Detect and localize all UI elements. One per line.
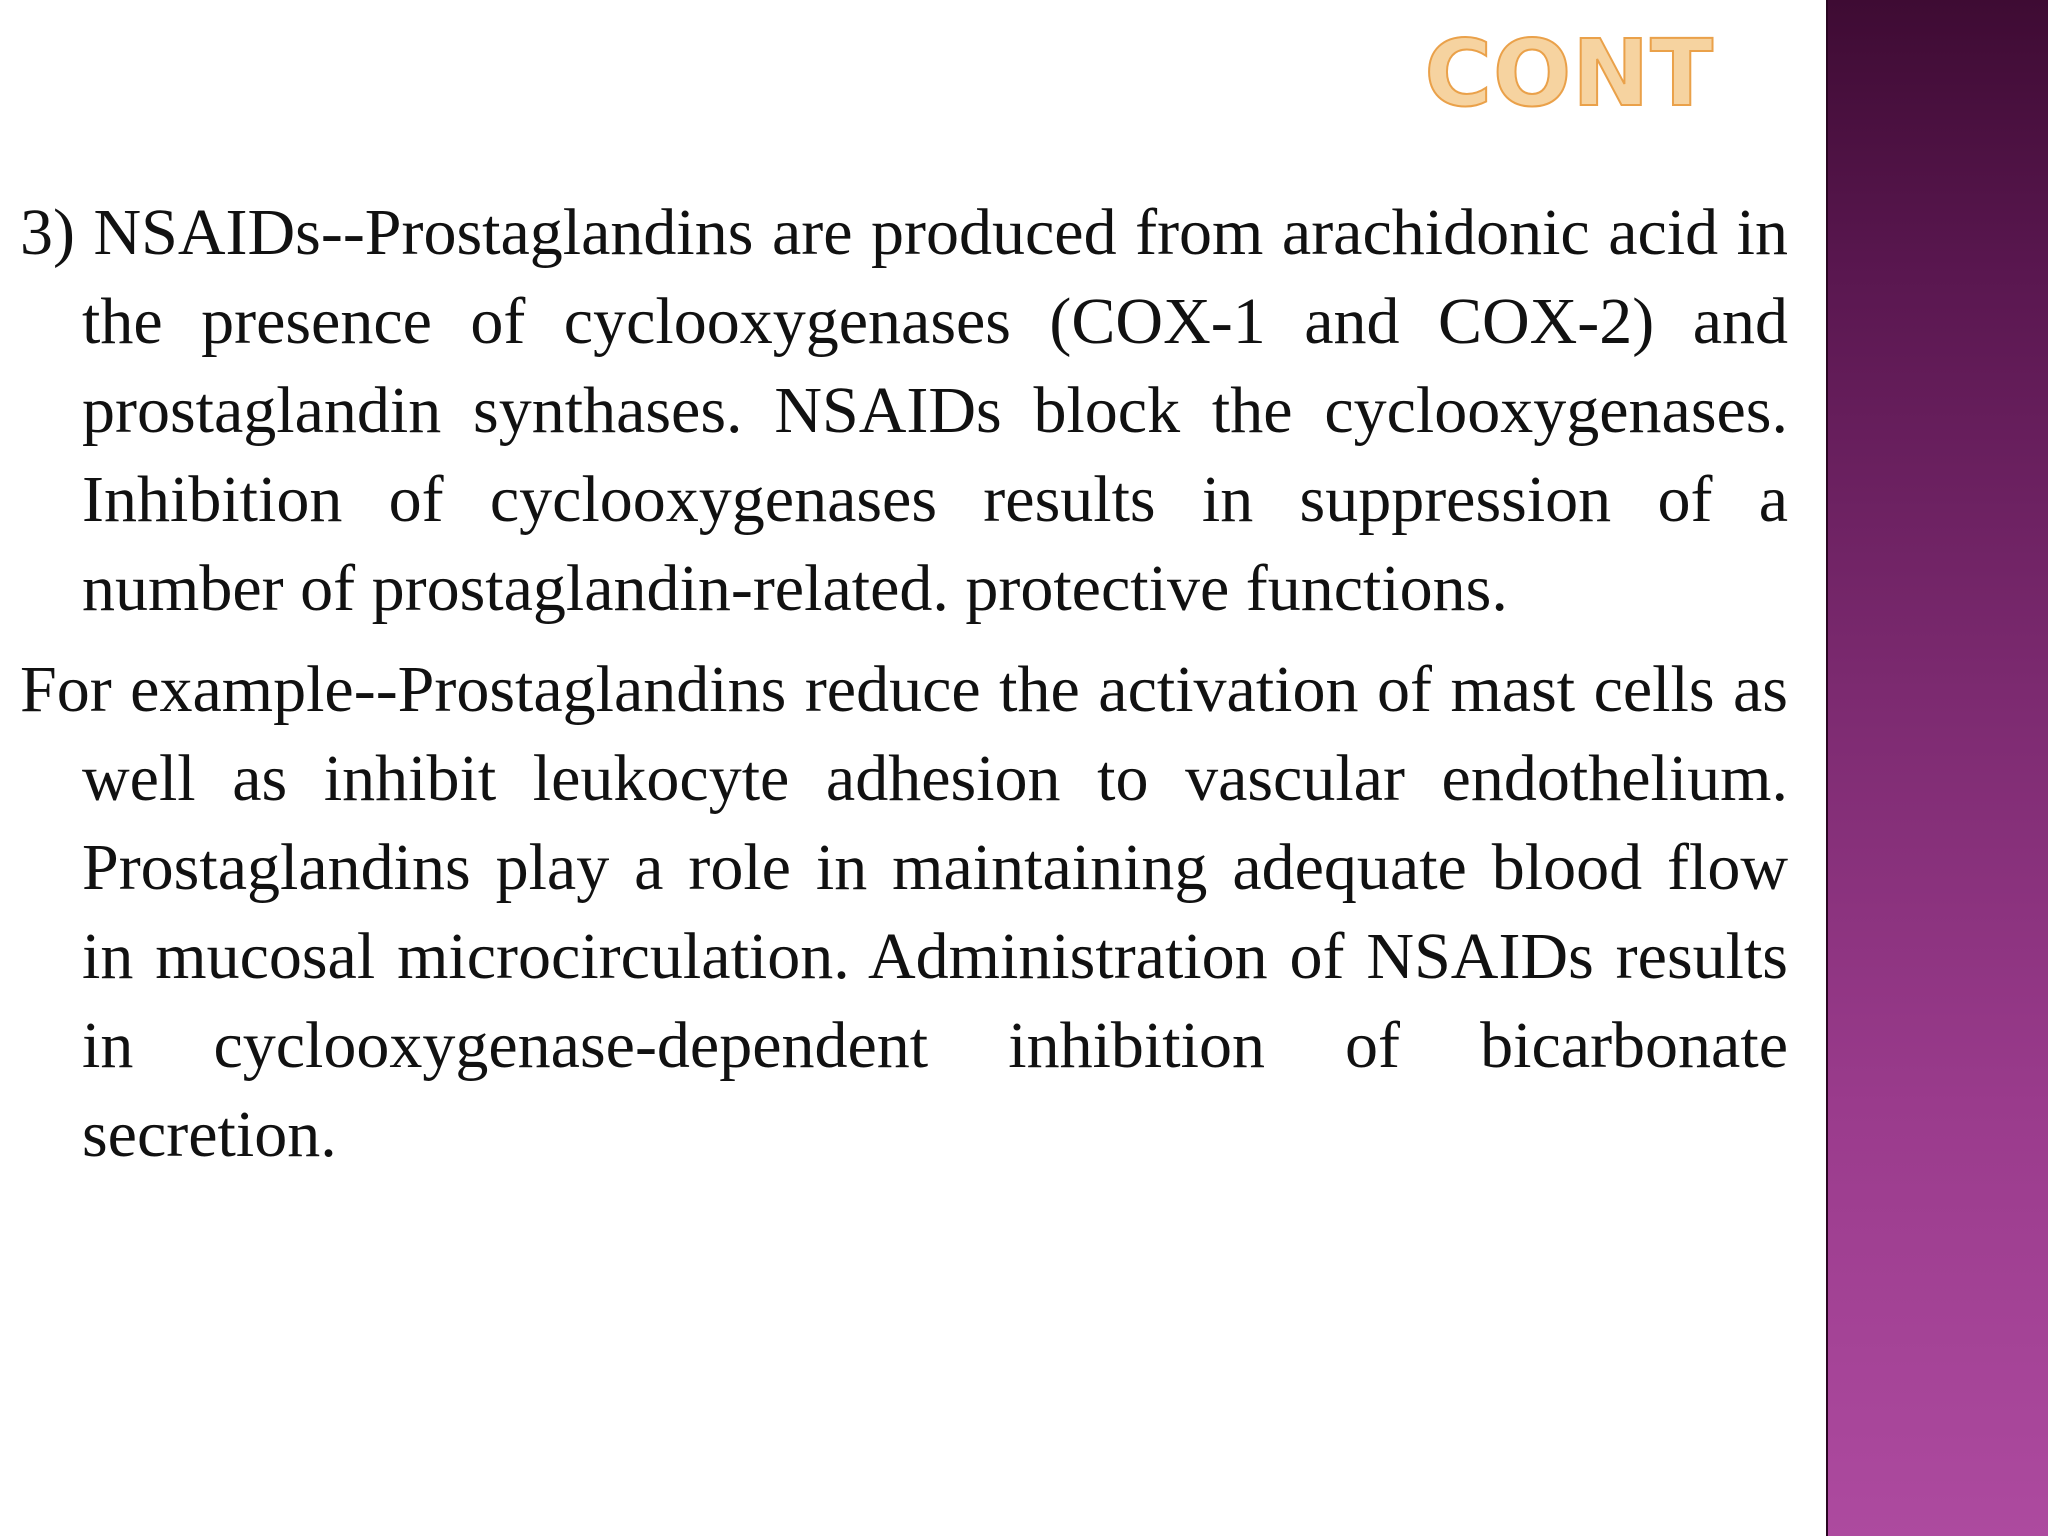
slide-body	[20, 188, 1788, 1191]
slide-title: CONT	[1424, 20, 1714, 127]
paragraph-example: For example--Prostaglandins reduce the activation of mast cells as well as inhibit leukocyte adhesion to vascular endothelium. Prostaglandins play a role in maintaining adequate blood flow in mucosal microcirculation. Administration of NSAIDs results in cyclooxygenase-dependent inhibition of bicarbonate secretion.	[20, 653, 1788, 1171]
decorative-side-bar	[1826, 0, 2048, 1536]
paragraph-nsaids: 3) NSAIDs--Prostaglandins are produced from arachidonic acid in the presence of cyclooxygenases (COX-1 and COX-2) and prostaglandin synthases. NSAIDs block the cyclooxygenases. Inhibition of cyclooxygenases results in suppression of a number of prostaglandin-related. protective functions.	[20, 196, 1788, 625]
